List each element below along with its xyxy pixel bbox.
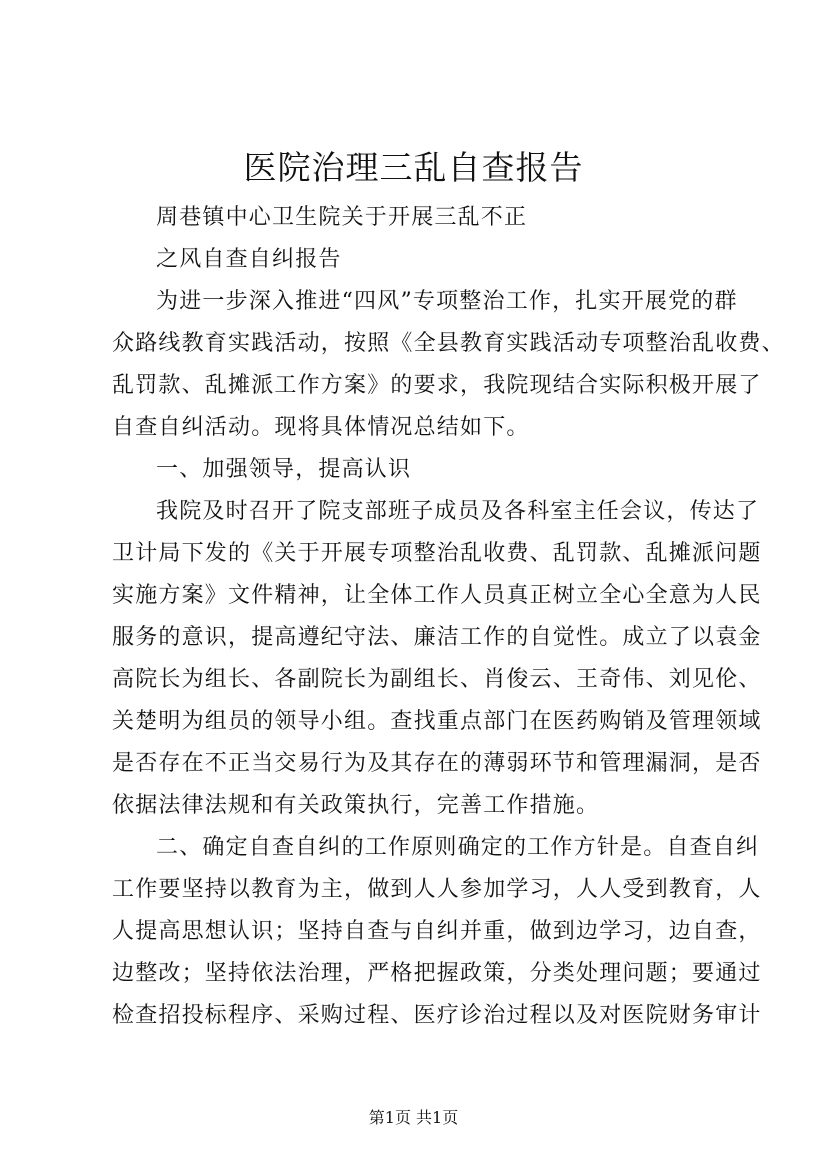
- text-line: 之风自查自纠报告: [156, 247, 342, 272]
- text-line: 是否存在不正当交易行为及其存在的薄弱环节和管理漏洞，是否: [112, 751, 762, 776]
- text-line: 一、加强领导，提高认识: [156, 457, 412, 482]
- document-body: [112, 197, 785, 1037]
- text-line: 人提高思想认识；坚持自查与自纠并重，做到边学习，边自查，: [112, 919, 762, 944]
- page-footer: 第1页 共1页: [368, 1108, 459, 1127]
- text-line: 我院及时召开了院支部班子成员及各科室主任会议，传达了: [156, 499, 760, 524]
- page-title: 医院治理三乱自查报告: [243, 148, 584, 187]
- text-line: 卫计局下发的《关于开展专项整治乱收费、乱罚款、乱摊派问题: [112, 541, 762, 566]
- text-line: 服务的意识，提高遵纪守法、廉洁工作的自觉性。成立了以袁金: [112, 625, 762, 650]
- text-line: 周巷镇中心卫生院关于开展三乱不正: [156, 205, 528, 230]
- text-line: 自查自纠活动。现将具体情况总结如下。: [112, 415, 530, 440]
- text-line: 众路线教育实践活动，按照《全县教育实践活动专项整治乱收费、: [112, 331, 785, 356]
- text-line: 工作要坚持以教育为主，做到人人参加学习，人人受到教育，人: [112, 877, 762, 902]
- text-line: 为进一步深入推进“四风”专项整治工作，扎实开展党的群: [156, 289, 738, 314]
- text-line: 依据法律法规和有关政策执行，完善工作措施。: [112, 793, 600, 818]
- text-line: 实施方案》文件精神，让全体工作人员真正树立全心全意为人民: [112, 583, 762, 608]
- text-line: 乱罚款、乱摊派工作方案》的要求，我院现结合实际积极开展了: [112, 373, 762, 398]
- text-line: 高院长为组长、各副院长为副组长、肖俊云、王奇伟、刘见伦、: [112, 667, 762, 692]
- text-line: 关楚明为组员的领导小组。查找重点部门在医药购销及管理领域: [112, 709, 762, 734]
- text-line: 检查招投标程序、采购过程、医疗诊治过程以及对医院财务审计: [112, 1003, 762, 1028]
- text-line: 边整改；坚持依法治理，严格把握政策，分类处理问题；要通过: [112, 961, 762, 986]
- text-line: 二、确定自查自纠的工作原则确定的工作方针是。自查自纠: [156, 835, 760, 860]
